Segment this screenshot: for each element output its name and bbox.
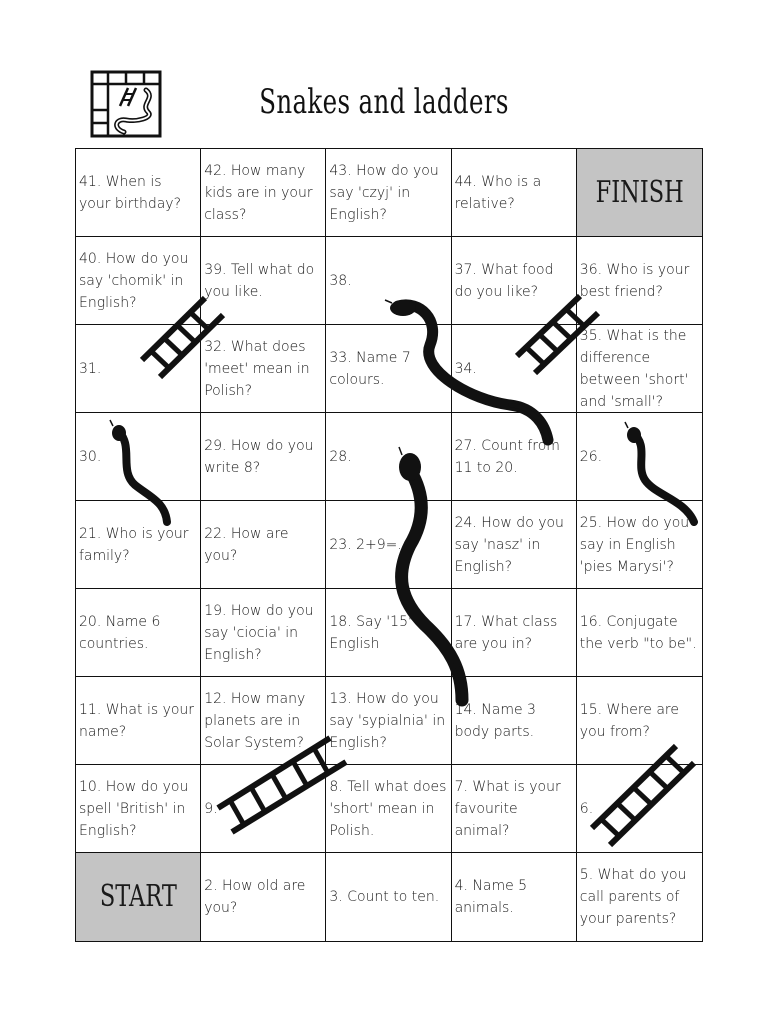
finish-cell	[577, 149, 702, 237]
cell-text: 40. How do you say 'chomik' in English?	[79, 250, 189, 311]
cell-text: 7. What is your favourite animal?	[454, 778, 561, 839]
cell-text: 17. What class are you in?	[454, 613, 558, 652]
board-cell	[201, 853, 326, 941]
cell-text: 25. How do you say in English 'pies Marysi'?	[579, 514, 690, 575]
cell-text: 35. What is the difference between 'short' and 'small'?	[579, 327, 689, 410]
board-cell	[452, 853, 577, 941]
cell-text: 14. Name 3 body parts.	[454, 701, 536, 740]
cell-text: 36. Who is your best friend?	[579, 261, 690, 300]
board-cell	[326, 413, 451, 501]
cell-text: 30.	[79, 448, 102, 465]
cell-text: 20. Name 6 countries.	[79, 613, 161, 652]
board-cell	[76, 413, 201, 501]
board-cell	[326, 853, 451, 941]
game-board	[75, 148, 703, 942]
cell-text: 16. Conjugate the verb "to be".	[579, 613, 697, 652]
cell-text: 44. Who is a relative?	[454, 173, 542, 212]
board-cell	[76, 589, 201, 677]
cell-text: 15. Where are you from?	[579, 701, 679, 740]
board-cell	[577, 853, 702, 941]
cell-text: 31.	[79, 360, 102, 377]
board-cell	[76, 501, 201, 589]
board-cell	[201, 413, 326, 501]
board-cell	[326, 589, 451, 677]
cell-text: 21. Who is your family?	[79, 525, 189, 564]
cell-text: 19. How do you say 'ciocia' in English?	[204, 602, 314, 663]
page-title: Snakes and ladders	[259, 82, 509, 122]
board-cell	[201, 149, 326, 237]
cell-text: 13. How do you say 'sypialnia' in English?	[329, 690, 446, 751]
board-cell	[76, 765, 201, 853]
cell-text: 9.	[204, 800, 218, 817]
board-cell	[201, 501, 326, 589]
board-cell	[326, 677, 451, 765]
board-cell	[452, 677, 577, 765]
cell-text: 11. What is your name?	[79, 701, 195, 740]
start-label: START	[99, 879, 177, 914]
cell-text: 29. How do you write 8?	[204, 437, 314, 476]
cell-text: 22. How are you?	[204, 525, 289, 564]
cell-text: 43. How do you say 'czyj' in English?	[329, 162, 439, 223]
board-cell	[326, 325, 451, 413]
cell-text: 10. How do you spell 'British' in English?	[79, 778, 189, 839]
cell-text: 37. What food do you like?	[454, 261, 554, 300]
board-cell	[577, 589, 702, 677]
finish-label: FINISH	[595, 174, 684, 210]
cell-text: 27. Count from 11 to 20.	[454, 437, 560, 476]
board-cell	[201, 765, 326, 853]
cell-text: 2. How old are you?	[204, 878, 306, 916]
board-cell	[577, 677, 702, 765]
board-cell	[452, 149, 577, 237]
board-cell	[452, 501, 577, 589]
board-cell	[577, 765, 702, 853]
cell-text: 4. Name 5 animals.	[454, 878, 528, 916]
cell-text: 41. When is your birthday?	[79, 173, 182, 212]
cell-text: 28.	[329, 448, 352, 465]
cell-text: 42. How many kids are in your class?	[204, 162, 313, 223]
board-cell	[201, 589, 326, 677]
board-cell	[577, 501, 702, 589]
cell-text: 12. How many planets are in Solar System?	[204, 690, 306, 751]
cell-text: 32. What does 'meet' mean in Polish?	[204, 338, 310, 399]
board-cell	[452, 325, 577, 413]
board-cell	[452, 413, 577, 501]
board-cell	[76, 237, 201, 325]
board-cell	[452, 237, 577, 325]
cell-text: 23. 2+9=...?	[329, 536, 419, 553]
cell-text: 5. What do you call parents of your parents?	[579, 867, 687, 927]
board-cell	[452, 589, 577, 677]
cell-text: 18. Say '15' in English	[329, 613, 430, 652]
board-cell	[76, 325, 201, 413]
cell-text: 38.	[329, 272, 352, 289]
cell-text: 39. Tell what do you like.	[204, 261, 315, 300]
cell-text: 26.	[579, 448, 603, 465]
cell-text: 34.	[454, 360, 477, 377]
cell-text: 6.	[579, 800, 594, 817]
board-cell	[326, 501, 451, 589]
board-cell	[201, 325, 326, 413]
board-cell	[326, 237, 451, 325]
board-cell	[76, 677, 201, 765]
board-cell	[577, 237, 702, 325]
board-cell	[76, 149, 201, 237]
board-cell	[326, 149, 451, 237]
cell-text: 24. How do you say 'nasz' in English?	[454, 514, 564, 575]
cell-text: 33. Name 7 colours.	[329, 349, 411, 388]
start-cell	[76, 853, 201, 941]
board-cell	[201, 237, 326, 325]
board-cell	[452, 765, 577, 853]
board-cell	[577, 413, 702, 501]
board-cell	[326, 765, 451, 853]
board-cell	[577, 325, 702, 413]
cell-text: 8. Tell what does 'short' mean in Polish.	[329, 778, 447, 839]
cell-text: 3. Count to ten.	[329, 889, 440, 905]
board-cell	[201, 677, 326, 765]
